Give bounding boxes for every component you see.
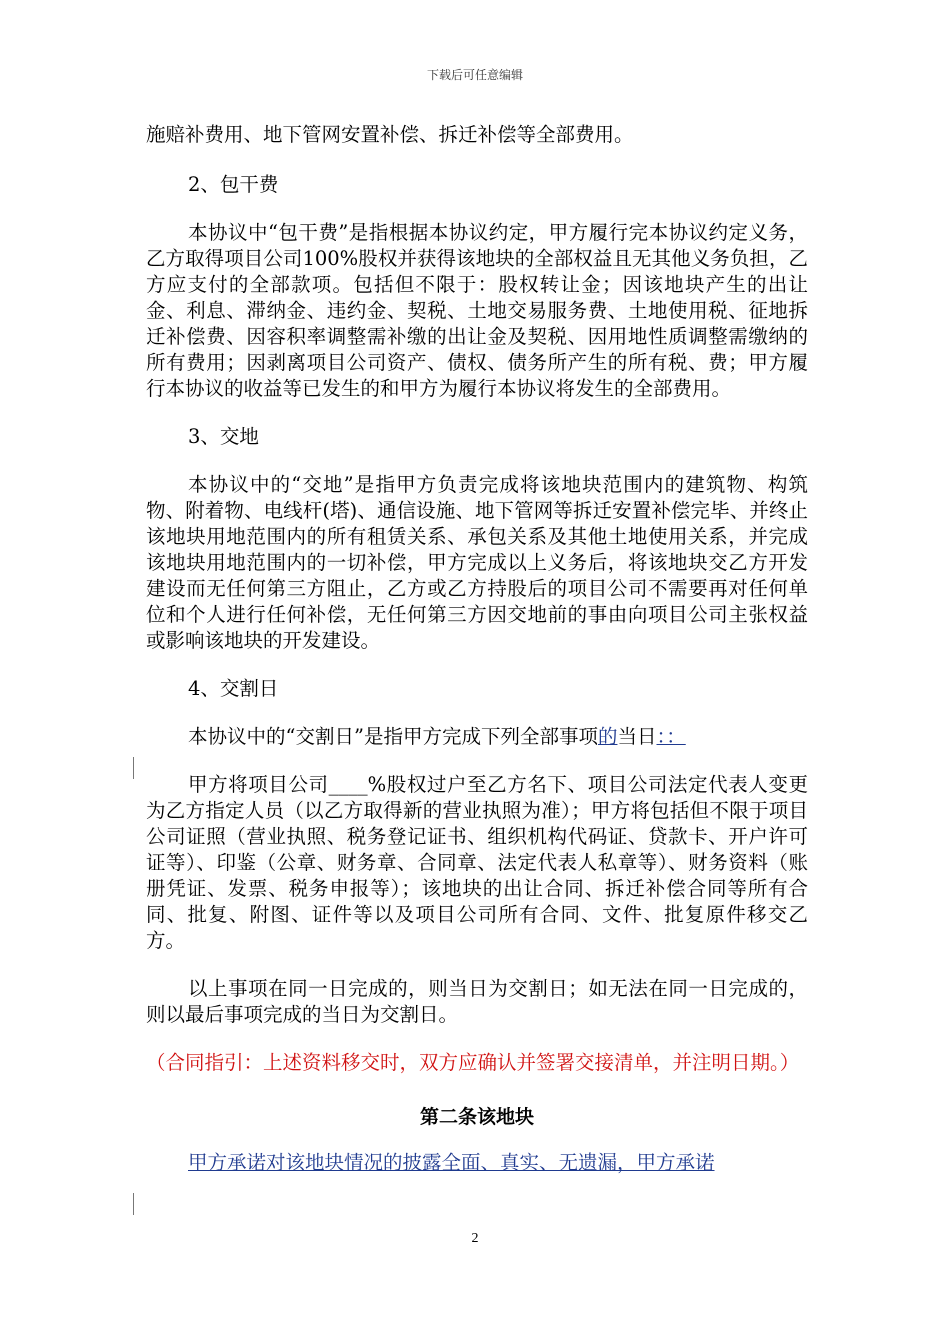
section-heading: 4、交割日: [188, 677, 279, 700]
revision-bar: [133, 757, 134, 779]
paragraph: 甲方将项目公司____%股权过户至乙方名下、项目公司法定代表人变更为乙方指定人员（以乙方取得新的营业执照为准）；甲方将包括但不限于项目公司证照（营业执照、税务登记证书、组织机构代码证、贷款卡、开户许可证等）、印鉴（公章、财务章、合同章、法定代表人私章等）、财务资料（账册凭证、发票、税务申报等）；该地块的出让合同、拆迁补偿合同等所有合同、批复、附图、证件等以及项目公司所有合同、文件、批复原件移交乙方。: [146, 773, 808, 952]
page-number: 2: [471, 1231, 479, 1246]
page-header: 下载后可任意编辑: [426, 68, 523, 82]
paragraph: 本协议中“包干费”是指根据本协议约定，甲方履行完本协议约定义务，乙方取得项目公司100%股权并获得该地块的全部权益且无其他义务负担，乙方应支付的全部款项。包括但不限于：股权转让金；因该地块产生的出让金、利息、滞纳金、违约金、契税、土地交易服务费、土地使用税、征地拆迁补偿费、因容积率调整需补缴的出让金及契税、因用地性质调整需缴纳的所有费用；因剥离项目公司资产、债权、债务所产生的所有税、费；甲方履行本协议的收益等已发生的和甲方为履行本协议将发生的全部费用。: [146, 221, 808, 400]
paragraph: 施赔补费用、地下管网安置补偿、拆迁补偿等全部费用。: [146, 123, 634, 146]
text-run: 当日: [617, 725, 657, 748]
tracked-insertion: ：：: [656, 725, 686, 748]
section-heading: 3、交地: [188, 425, 259, 448]
section-heading: 2、包干费: [188, 173, 279, 196]
document-body: [146, 122, 808, 1176]
paragraph: [146, 1150, 808, 1176]
tracked-insertion: 甲方承诺对该地块情况的披露全面、真实、无遗漏，甲方承诺: [188, 1151, 715, 1174]
paragraph: [146, 724, 808, 750]
text-run: 本协议中的“交割日”是指甲方完成下列全部事项: [188, 725, 598, 748]
paragraph: 以上事项在同一日完成的，则当日为交割日；如无法在同一日完成的，则以最后事项完成的当日为交割日。: [146, 977, 808, 1026]
tracked-insertion: 的: [597, 725, 618, 748]
article-heading: 第二条该地块: [419, 1106, 534, 1128]
revision-bar: [133, 1193, 134, 1215]
paragraph: 本协议中的“交地”是指甲方负责完成将该地块范围内的建筑物、构筑物、附着物、电线杆(塔)、通信设施、地下管网等拆迁安置补偿完毕、并终止该地块用地范围内的所有租赁关系、承包关系及其他土地使用关系，并完成该地块用地范围内的一切补偿，甲方完成以上义务后，将该地块交乙方开发建设而无任何第三方阻止，乙方或乙方持股后的项目公司不需要再对任何单位和个人进行任何补偿，无任何第三方因交地前的事由向项目公司主张权益或影响该地块的开发建设。: [146, 473, 808, 652]
contract-guidance-note: （合同指引：上述资料移交时，双方应确认并签署交接清单，并注明日期。）: [146, 1051, 800, 1074]
